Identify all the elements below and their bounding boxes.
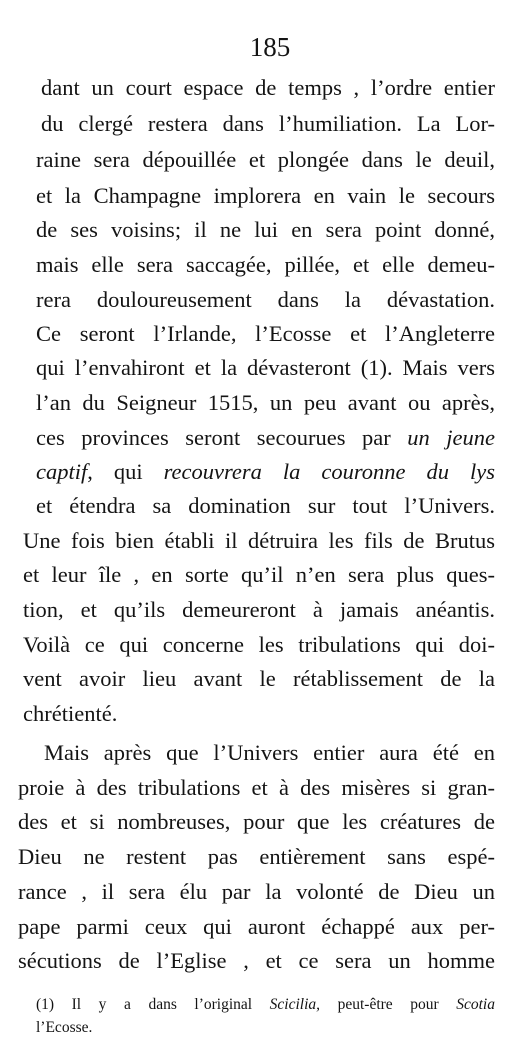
text-line	[36, 458, 495, 486]
text-span: Dieu ne restent pas entièrement sans espé-	[18, 844, 495, 869]
italic-span: Scicilia,	[269, 996, 321, 1013]
page-number: 185	[249, 32, 291, 62]
text-span: Une fois bien établi il détruira les fils de Brutus	[23, 528, 495, 553]
text-line	[18, 878, 495, 906]
text-line	[23, 561, 495, 589]
text-line	[36, 251, 495, 279]
text-line	[41, 110, 495, 138]
italic-span: un jeune	[407, 425, 495, 450]
text-line	[36, 492, 495, 520]
text-span: rance , il sera élu par la volonté de Dieu un	[18, 879, 495, 904]
text-span: rera douloureusement dans la dévastation.	[36, 287, 495, 312]
text-span: (1) Il y a dans l’original	[36, 996, 270, 1013]
text-span: Mais après que l’Univers entier aura été en	[44, 740, 495, 765]
text-span: vent avoir lieu avant le rétablissement de la	[23, 666, 495, 691]
text-line	[36, 389, 495, 417]
text-span: Ce seront l’Irlande, l’Ecosse et l’Angleterre	[36, 321, 495, 346]
text-line	[23, 700, 495, 728]
text-line	[36, 354, 495, 382]
text-span: et la Champagne implorera en vain le secours	[36, 183, 495, 208]
text-line	[18, 808, 495, 836]
text-line	[18, 913, 495, 941]
text-span: ces provinces seront secourues par	[36, 425, 408, 450]
text-span: qui l’envahiront et la dévasteront (1). Mais vers	[36, 355, 495, 380]
text-line	[18, 947, 495, 975]
footnote-line	[36, 994, 495, 1016]
text-line	[18, 843, 495, 871]
text-span: mais elle sera saccagée, pillée, et elle demeu-	[36, 252, 495, 277]
italic-span: recouvrera la couronne du lys	[163, 459, 495, 484]
text-line	[23, 631, 495, 659]
text-line	[36, 320, 495, 348]
text-span: des et si nombreuses, pour que les créatures de	[18, 809, 495, 834]
text-line	[23, 665, 495, 693]
italic-span: captif	[36, 459, 88, 484]
text-span: peut-être pour	[320, 996, 457, 1013]
text-span: proie à des tribulations et à des misères si gran-	[18, 775, 495, 800]
text-line	[23, 527, 495, 555]
italic-span: Scotia	[456, 996, 495, 1013]
text-line	[36, 424, 495, 452]
text-span: tion, et qu’ils demeureront à jamais anéantis.	[23, 597, 495, 622]
text-line	[36, 286, 495, 314]
text-line	[36, 146, 495, 174]
footnote-line	[36, 1017, 495, 1039]
text-line	[36, 182, 495, 210]
text-span: , qui	[87, 459, 164, 484]
text-span: de ses voisins; il ne lui en sera point donné,	[36, 217, 495, 242]
text-span: chrétienté.	[23, 701, 118, 726]
text-span: pape parmi ceux qui auront échappé aux per-	[18, 914, 495, 939]
text-span: dant un court espace de temps , l’ordre entier	[41, 75, 495, 100]
text-span: raine sera dépouillée et plongée dans le deuil,	[36, 147, 495, 172]
text-span: et étendra sa domination sur tout l’Univers.	[36, 493, 495, 518]
text-line	[44, 739, 495, 767]
text-span: Voilà ce qui concerne les tribulations qui doi-	[23, 632, 495, 657]
text-span: et leur île , en sorte qu’il n’en sera plus ques-	[23, 562, 495, 587]
text-span: l’an du Seigneur 1515, un peu avant ou après,	[36, 390, 495, 415]
text-line	[23, 596, 495, 624]
text-span: l’Ecosse.	[36, 1019, 93, 1036]
text-span: du clergé restera dans l’humiliation. La Lor-	[41, 111, 495, 136]
text-span: sécutions de l’Eglise , et ce sera un homme	[18, 948, 495, 973]
text-line	[18, 774, 495, 802]
text-line	[36, 216, 495, 244]
text-line	[41, 74, 495, 102]
